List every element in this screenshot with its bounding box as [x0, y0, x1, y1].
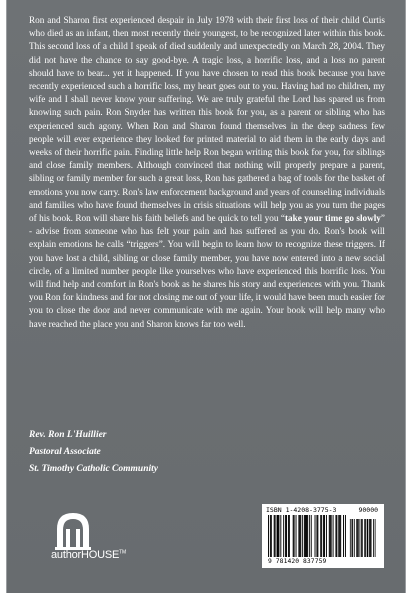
signature-org: St. Timothy Catholic Community [29, 464, 158, 474]
barcode-bars [268, 515, 378, 558]
isbn-label: ISBN 1-4208-3775-3 90000 [266, 506, 379, 514]
blurb-emphasis: take your time go slowly [285, 213, 381, 224]
blurb-text: Ron and Sharon first experienced despair in July 1978 with their first loss of their child Curtis who died as an infant, then most recently their youngest, to be recognized later within this book. This second loss of a child I speak of died suddenly and unexpectedly on March 28, 2004. They did not have the chance to say good-bye. A tragic loss, a horrific loss, and a loss no parent should have to bear... yet it happened. If you have chosen to read this book because you have recently experienced such a horrific loss, my heart goes out to you. Having had no children, my wife and I shall never know your suffering. We are truly grateful the Lord has spared us from knowing such pain. Ron Snyder has written this book for you, as a parent or sibling who has experienced such agony. When Ron and Sharon found themselves in the deep sadness few people will ever experience they looked for printed material to aid them in the early days and weeks of their horrific pain. Finding little help Ron began writing this book for you, for siblings and close family members. Although convinced that nothing will properly prepare a parent, sibling or family member for such a great loss, Ron has gathered a bag of tools for the basket of emotions you now carry. Ron's law enforcement background and years of counseling individuals and families who have found themselves in crisis situations will help you as you turn the pages of his book. Ron will share his faith beliefs and be quick to tell you “take your time go slowly” - advise from someone who has felt your pain and has suffered as you do. Ron's book will explain emotions he calls “triggers”. You will begin to learn how to recognize these triggers. If you have lost a child, sibling or close family member, you have now entered into a new social circle, of a limited number people like yourselves who have experienced this horrific loss. You will find help and comfort in Ron's book as he shares his story and experiences with you. Thank you Ron for kindness and for not closing me out of your life, it would have been much easier for you to close the door and never communicate with me again. Your book will help many who have reached the place you and Sharon knows far too well. [29, 15, 385, 329]
signature-block [29, 427, 158, 478]
signature-name: Rev. Ron L'Huillier [29, 430, 107, 440]
barcode [262, 504, 384, 568]
barcode-number: 9 781420 837759 [268, 558, 327, 565]
signature-title: Pastoral Associate [29, 447, 101, 457]
back-cover [6, 0, 406, 593]
publisher-name: authorHOUSE™ [51, 549, 126, 561]
